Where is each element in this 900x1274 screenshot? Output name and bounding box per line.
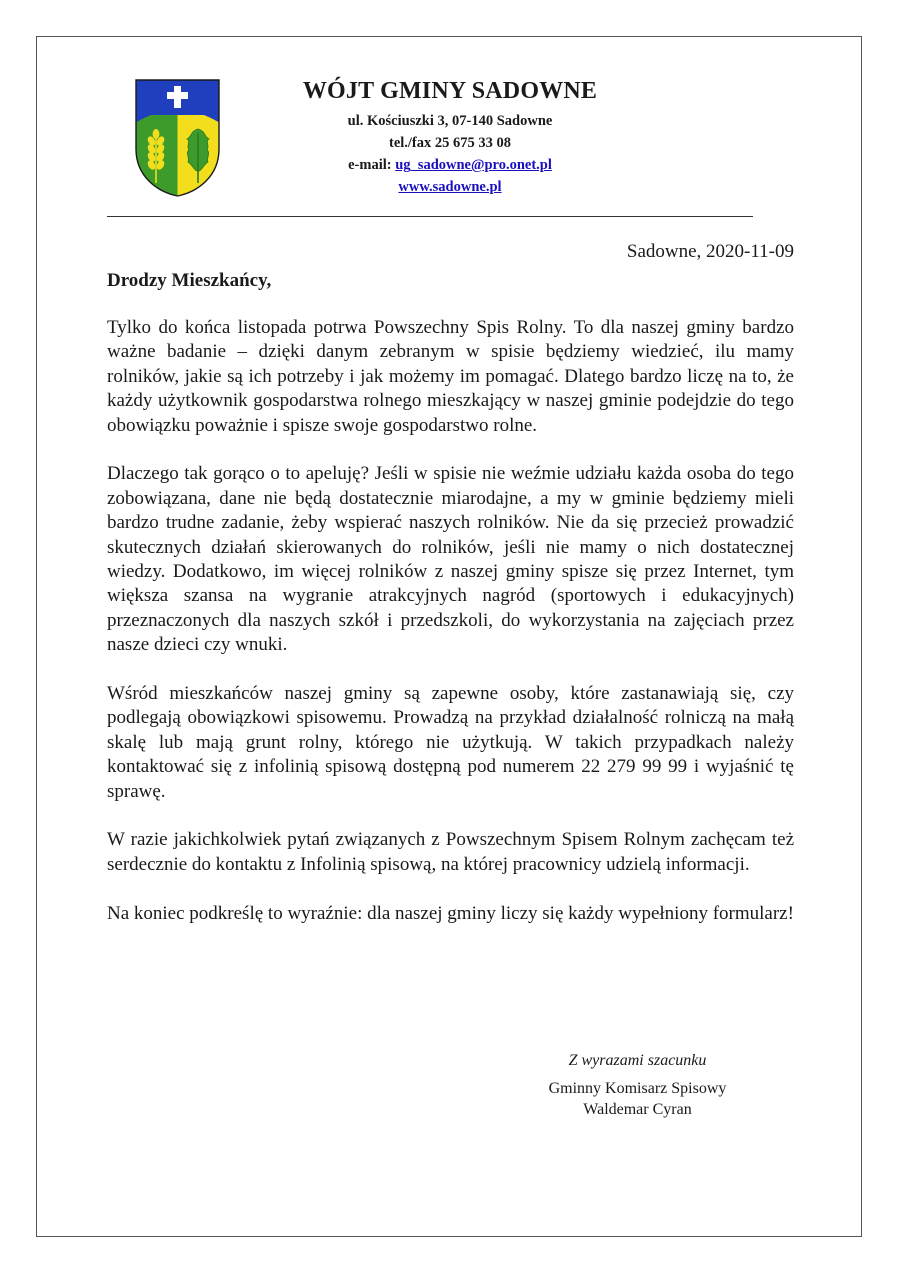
- letterhead-phone: tel./fax 25 675 33 08: [388, 135, 512, 151]
- paragraph-4: W razie jakichkolwiek pytań związanych z Powszechnym Spisem Rolnym zachęcam też serdecznie do kontaktu z Infolinią spisową, na której pracownicy udzielą informacji.: [107, 829, 794, 875]
- paragraph-5: Na koniec podkreślę to wyraźnie: dla naszej gminy liczy się każdy wypełniony formularz!: [107, 902, 794, 924]
- paragraph-3: Wśród mieszkańców naszej gminy są zapewne osoby, które zastanawiają się, czy podlegają obowiązkowi spisowemu. Prowadzą na przykład działalność rolniczą na małą skalę lub mają grunt rolny, którego nie użytkują. W takich przypadkach należy kontaktować się z infolinią spisową dostępną pod numerem 22 279 99 99 i wyjaśnić tę sprawę.: [107, 683, 794, 802]
- signer-role: Gminny Komisarz Spisowy: [548, 1080, 727, 1097]
- letter-date: Sadowne, 2020-11-09: [626, 241, 794, 262]
- letterhead-title: WÓJT GMINY SADOWNE: [302, 78, 598, 104]
- letterhead-email-row: [230, 157, 670, 174]
- letterhead-website-row: [230, 179, 670, 196]
- signer-name: Waldemar Cyran: [583, 1101, 692, 1118]
- paragraph-1: Tylko do końca listopada potrwa Powszechny Spis Rolny. To dla naszej gminy bardzo ważne badanie – dzięki danym zebranym w spisie będziemy wiedzieć, ilu mamy rolników, jakie są ich potrzeby i jak możemy im pomagać. Dlatego bardzo liczę na to, że każdy użytkownik gospodarstwa rolnego mieszkający w naszej gminie podejdzie do tego obowiązku poważnie i spisze swoje gospodarstwo rolne.: [107, 317, 794, 436]
- letter-body: [107, 316, 794, 950]
- letterhead-address: ul. Kościuszki 3, 07-140 Sadowne: [347, 113, 553, 129]
- coat-of-arms-icon: [135, 79, 220, 197]
- email-link[interactable]: ug_sadowne@pro.onet.pl: [395, 157, 552, 173]
- email-label: e-mail:: [348, 157, 396, 173]
- letter-greeting: Drodzy Mieszkańcy,: [107, 270, 272, 291]
- paragraph-2: Dlaczego tak gorąco o to apeluję? Jeśli w spisie nie weźmie udziału każda osoba do tego zobowiązana, dane nie będą dostatecznie miarodajne, a my w gminie będziemy mieli bardzo trudne zadanie, żeby wspierać naszych rolników. Nie da się przecież prowadzić skutecznych działań skierowanych do rolników, jeśli nie mamy o nich dostatecznej wiedzy. Dodatkowo, im więcej rolników z naszej gminy spisze się przez Internet, tym większa szansa na wygranie atrakcyjnych nagród (sportowych i edukacyjnych) przeznaczonych dla naszych szkół i przedszkoli, do wykorzystania na zajęciach przez nasze dzieci czy wnuki.: [107, 463, 794, 656]
- closing-regards: Z wyrazami szacunku: [568, 1052, 707, 1069]
- website-link[interactable]: www.sadowne.pl: [398, 179, 502, 195]
- header-divider: [107, 216, 753, 217]
